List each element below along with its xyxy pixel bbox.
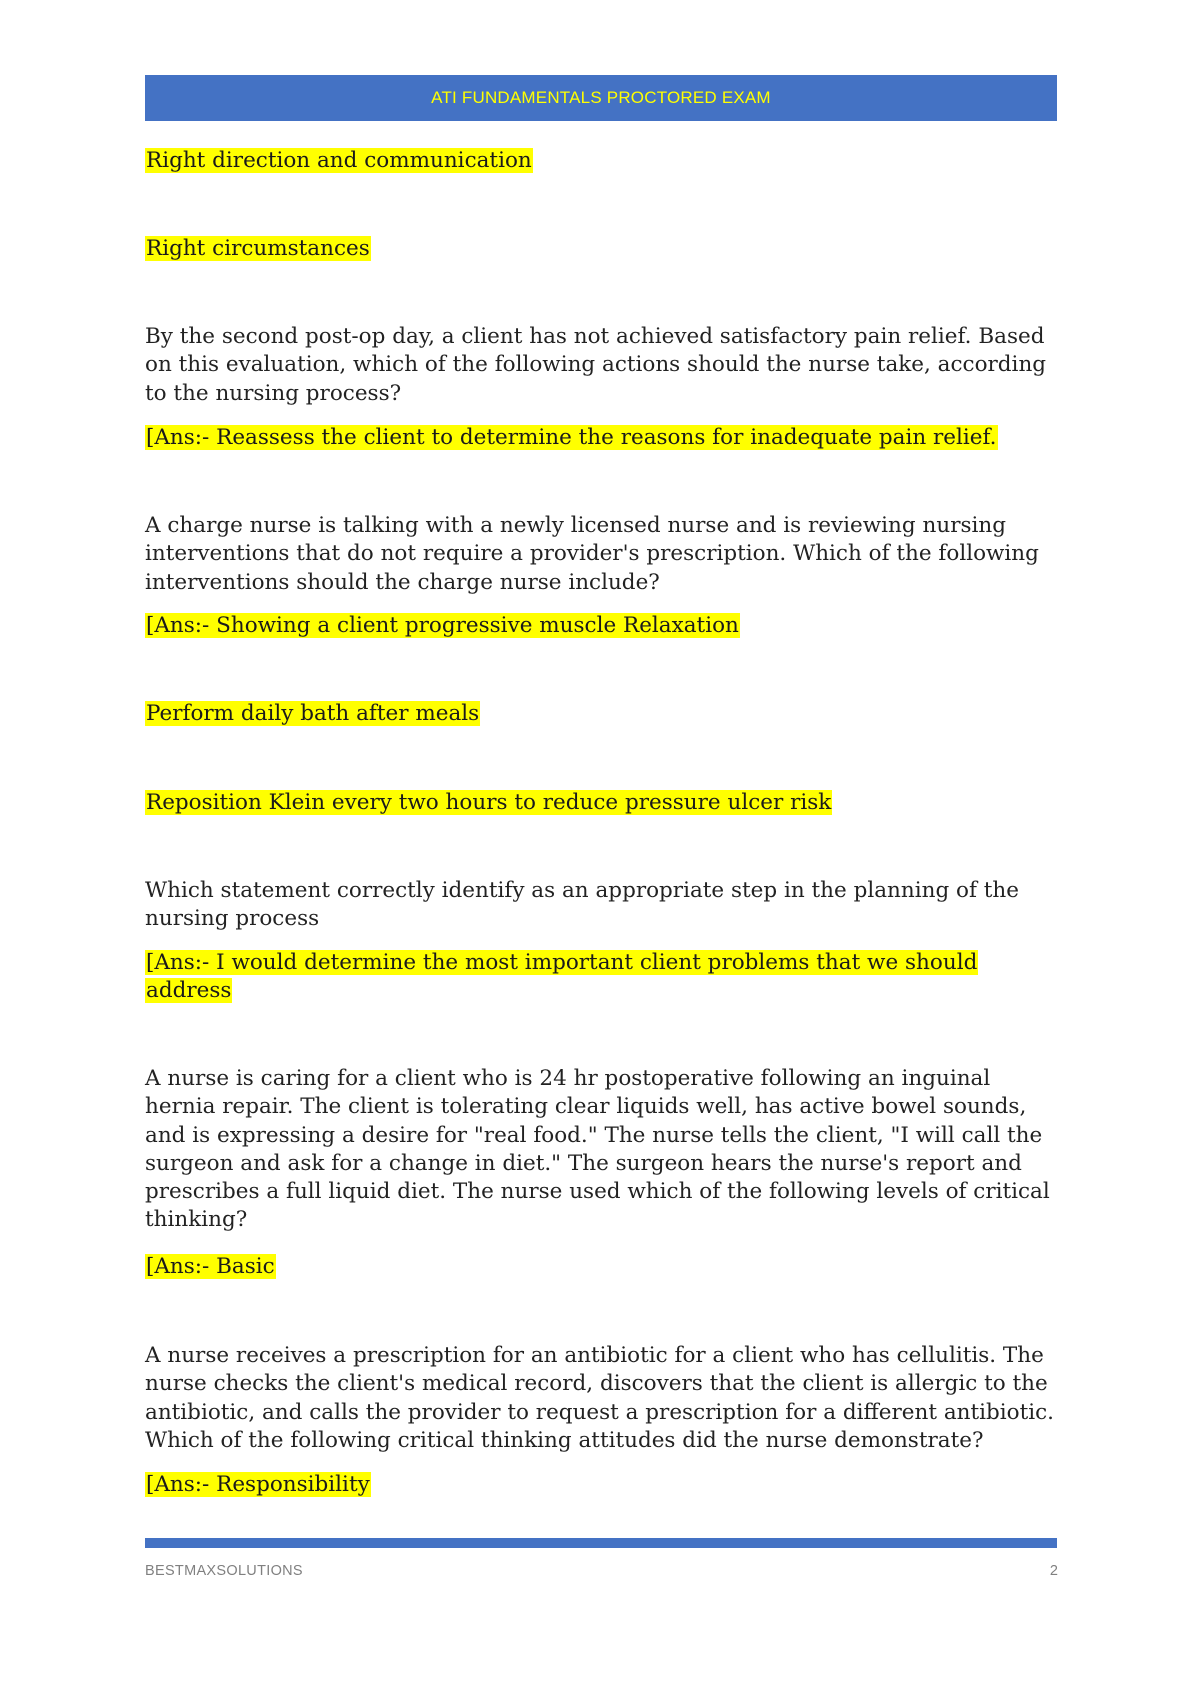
header-bar bbox=[145, 75, 1057, 121]
highlighted-answer: [Ans:- Basic bbox=[146, 1254, 275, 1279]
answer-block bbox=[145, 1471, 1057, 1499]
answer-block bbox=[145, 949, 1057, 1006]
question-block: A nurse is caring for a client who is 24 hr postoperative following an inguinal hernia repair. The client is tolerating clear liquids well, has active bowel sounds, and is expressing a desire for "real food." The nurse tells the client, "I will call the surgeon and ask for a change in diet." The surgeon hears the nurse's report and prescribes a full liquid diet. The nurse used which of the following levels of critical thinking? bbox=[145, 1066, 1050, 1233]
question-block: A charge nurse is talking with a newly licensed nurse and is reviewing nursing interventions that do not require a provider's prescription. Which of the following interventions should the charge nurse include? bbox=[145, 513, 1039, 595]
question-block: By the second post-op day, a client has not achieved satisfactory pain relief. Based on this evaluation, which of the following actions should the nurse take, according to the nursing process? bbox=[145, 324, 1047, 406]
highlighted-answer: Reposition Klein every two hours to reduce pressure ulcer risk bbox=[146, 790, 832, 815]
footer-rule bbox=[145, 1538, 1057, 1548]
highlighted-answer: [Ans:- Showing a client progressive muscle Relaxation bbox=[146, 613, 739, 638]
highlighted-answer: Right direction and communication bbox=[146, 148, 532, 173]
answer-block bbox=[145, 147, 1057, 175]
answer-block bbox=[145, 700, 1057, 728]
footer-brand: BESTMAXSOLUTIONS bbox=[145, 1563, 303, 1579]
answer-block bbox=[145, 424, 1057, 452]
question-block: Which statement correctly identify as an appropriate step in the planning of the nursing process bbox=[145, 878, 1019, 932]
highlighted-answer: Perform daily bath after meals bbox=[146, 701, 480, 726]
answer-block bbox=[145, 235, 1057, 263]
answer-block bbox=[145, 612, 1057, 640]
answer-block bbox=[145, 789, 1057, 817]
question-block: A nurse receives a prescription for an antibiotic for a client who has cellulitis. The nurse checks the client's medical record, discovers that the client is allergic to the antibiotic, and calls the provider to request a prescription for a different antibiotic. Which of the following critical thinking attitudes did the nurse demonstrate? bbox=[145, 1343, 1054, 1453]
page-number: 2 bbox=[1049, 1563, 1058, 1579]
highlighted-answer: Right circumstances bbox=[146, 236, 370, 261]
highlighted-answer: [Ans:- Reassess the client to determine the reasons for inadequate pain relief. bbox=[146, 425, 997, 450]
highlighted-answer: [Ans:- Responsibility bbox=[146, 1472, 370, 1497]
highlighted-answer: [Ans:- I would determine the most important client problems that we should address bbox=[146, 950, 978, 1004]
answer-block bbox=[145, 1253, 1057, 1281]
document-title: ATI FUNDAMENTALS PROCTORED EXAM bbox=[431, 88, 771, 107]
